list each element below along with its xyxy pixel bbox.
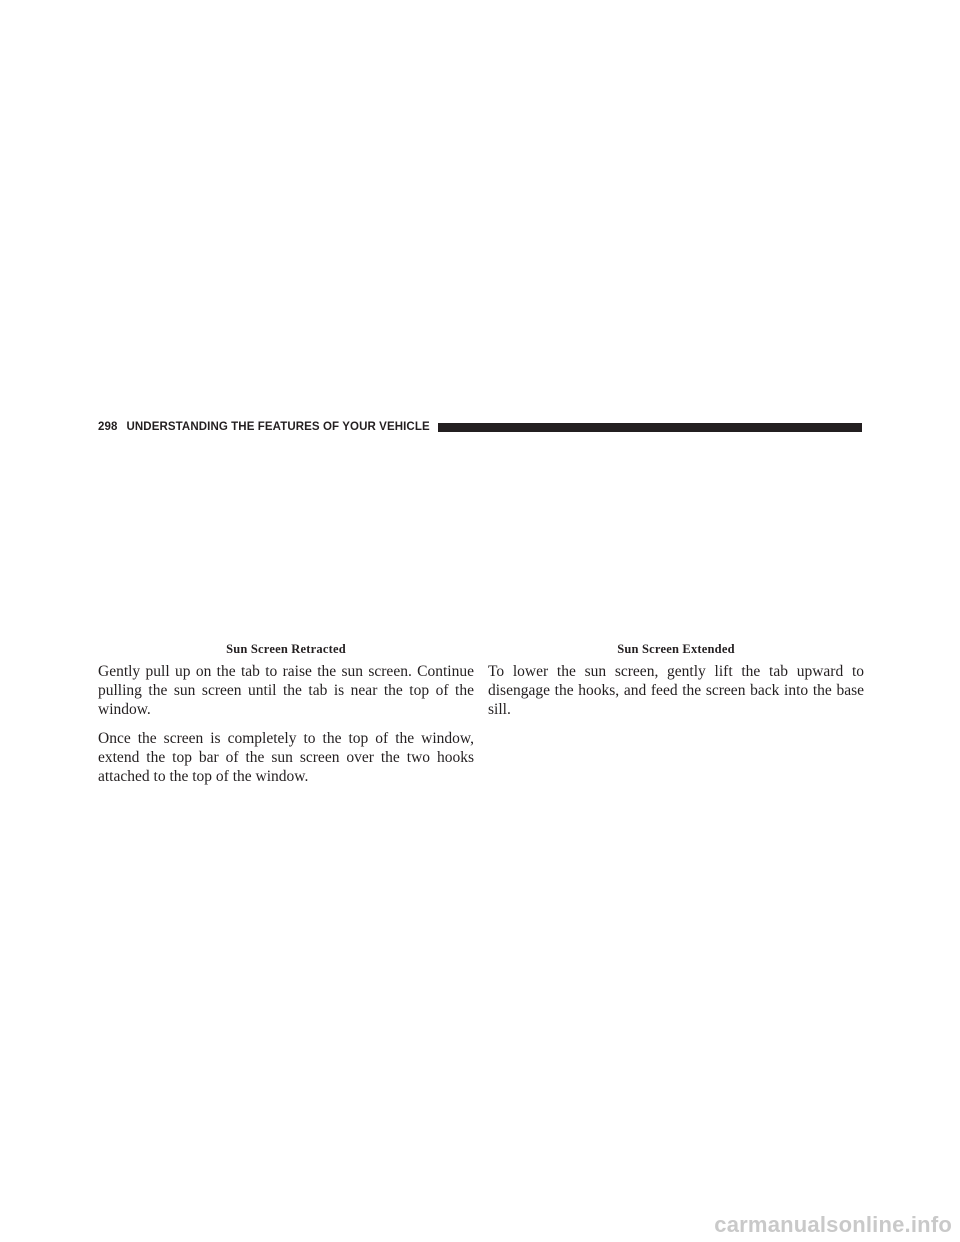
figure-caption-retracted: Sun Screen Retracted — [226, 642, 346, 656]
body-paragraph: To lower the sun screen, gently lift the tab upward to disengage the hooks, and feed the screen back into the base sill. — [488, 663, 864, 718]
page-header — [98, 419, 862, 435]
header-rule — [438, 423, 862, 432]
body-paragraph: Gently pull up on the tab to raise the sun screen. Continue pulling the sun screen until the tab is near the top of the window. — [98, 663, 474, 718]
left-column — [98, 640, 474, 796]
figure-caption-extended: Sun Screen Extended — [617, 642, 735, 656]
body-paragraph: Once the screen is completely to the top of the window, extend the top bar of the sun screen over the two hooks attached to the top of the window. — [98, 730, 474, 785]
site-watermark: carmanualsonline.info — [714, 1212, 952, 1237]
right-column — [488, 640, 864, 729]
page-number: 298 — [98, 421, 118, 433]
section-title: UNDERSTANDING THE FEATURES OF YOUR VEHICLE — [126, 421, 430, 433]
